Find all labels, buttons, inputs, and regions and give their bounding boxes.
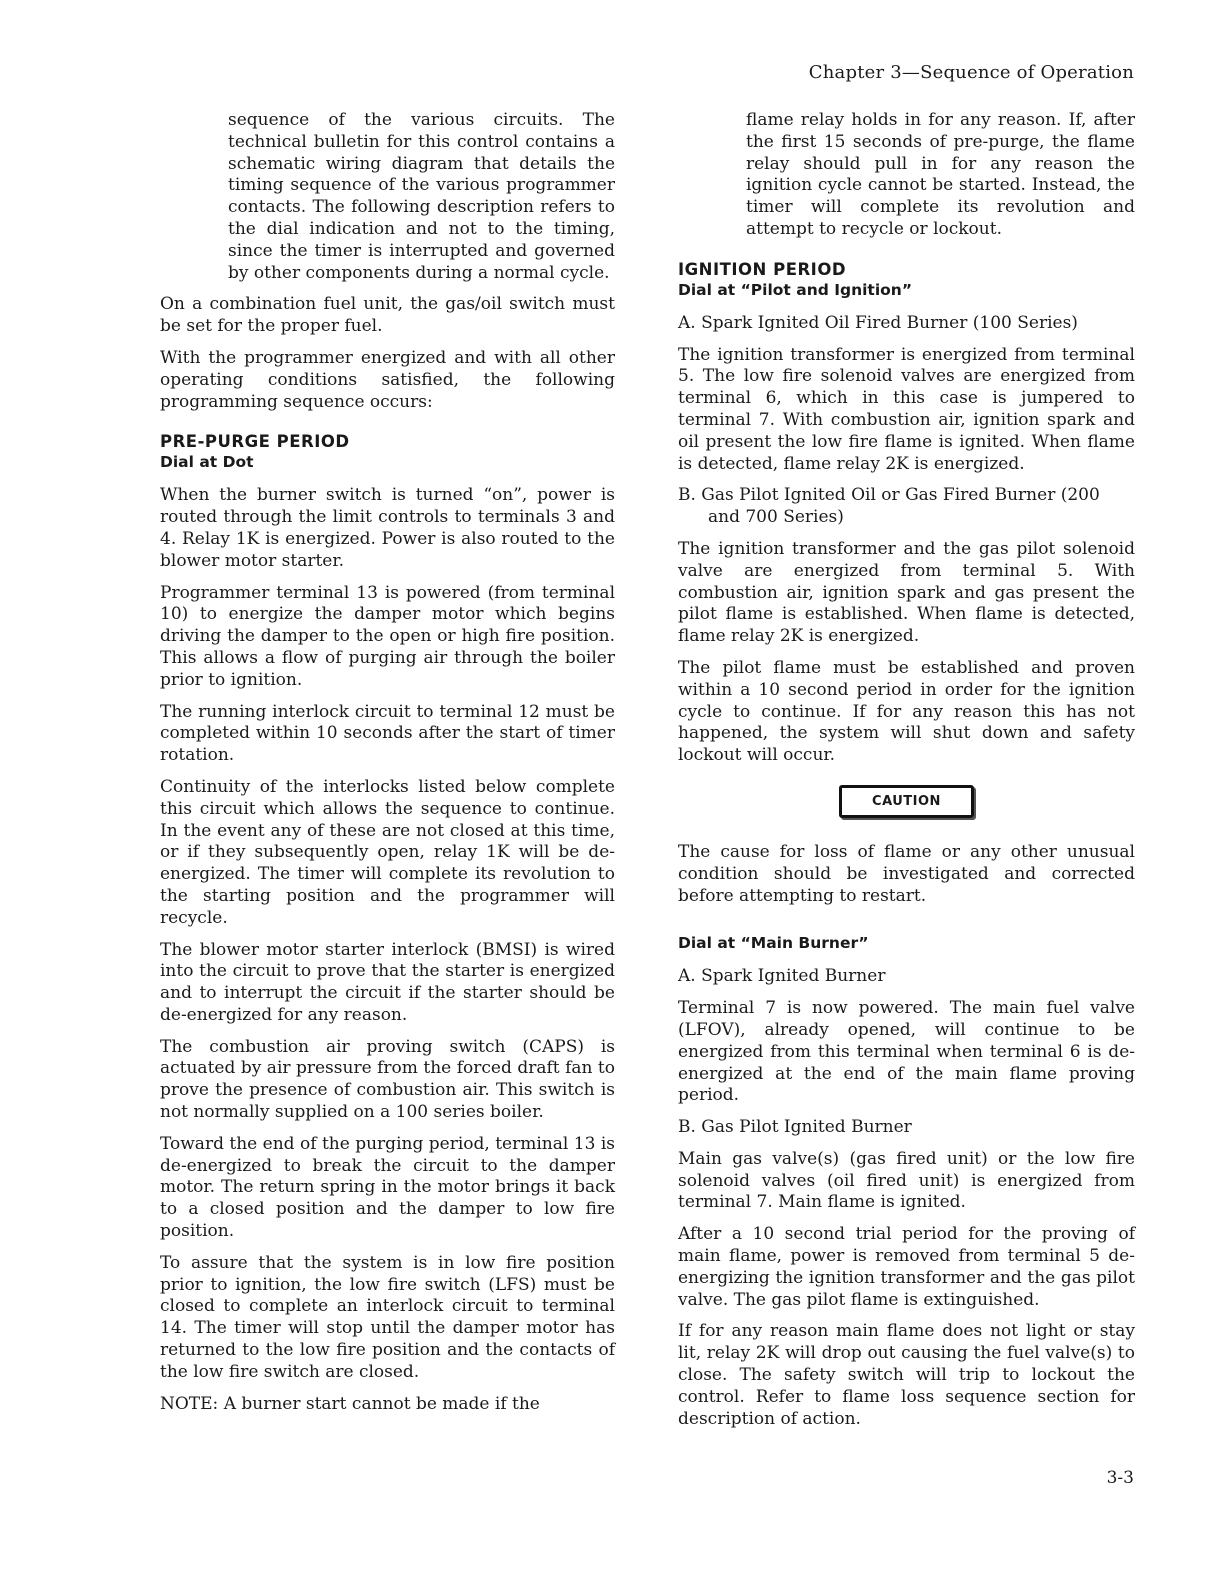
paragraph: If for any reason main flame does not light or stay lit, relay 2K will drop out causing the fuel valve(s) to close. The safety switch will trip to lockout the control. Refer to flame loss sequence section for description of action. — [678, 1321, 1135, 1429]
paragraph: The blower motor starter interlock (BMSI) is wired into the circuit to prove that the starter is energized and to interrupt the circuit if the starter should be de-energized for any reason. — [160, 939, 615, 1025]
subsection-heading: Dial at Dot — [160, 453, 254, 472]
section-heading: PRE-PURGE PERIOD — [160, 432, 350, 452]
section-heading: IGNITION PERIOD — [678, 259, 847, 279]
paragraph: Terminal 7 is now powered. The main fuel valve (LFOV), already opened, will continue to be energized from this terminal when terminal 6 is de-energized at the end of the main flame proving period. — [678, 998, 1135, 1106]
paragraph: NOTE: A burner start cannot be made if the — [160, 1393, 540, 1414]
paragraph: To assure that the system is in low fire position prior to ignition, the low fire switch (LFS) must be closed to complete an interlock circuit to terminal 14. The timer will stop until the damper motor has returned to the low fire position and the contacts of the low fire switch are closed. — [160, 1252, 615, 1382]
page-number: 3-3 — [1106, 1468, 1134, 1488]
paragraph: The combustion air proving switch (CAPS) is actuated by air pressure from the forced draft fan to prove the presence of combustion air. This switch is not normally supplied on a 100 series boiler. — [160, 1036, 615, 1123]
paragraph: flame relay holds in for any reason. If, after the first 15 seconds of pre-purge, the flame relay should pull in for any reason the ignition cycle cannot be started. Instead, the timer will complete its revolution and attempt to recycle or lockout. — [746, 110, 1135, 239]
paragraph: When the burner switch is turned “on”, power is routed through the limit controls to terminals 3 and 4. Relay 1K is energized. Power is also routed to the blower motor starter. — [160, 485, 615, 571]
paragraph: B. Gas Pilot Ignited Burner — [678, 1117, 912, 1138]
subsection-heading: Dial at “Pilot and Ignition” — [678, 280, 913, 299]
paragraph: B. Gas Pilot Ignited Oil or Gas Fired Burner (200 and 700 Series) — [678, 485, 1100, 528]
subsection-heading: Dial at “Main Burner” — [678, 934, 869, 953]
paragraph: A. Spark Ignited Burner — [678, 966, 886, 987]
left-column — [160, 110, 615, 1425]
paragraph: After a 10 second trial period for the proving of main flame, power is removed from terminal 5 de-energizing the ignition transformer and the gas pilot valve. The gas pilot flame is extinguished. — [678, 1224, 1135, 1310]
paragraph: The ignition transformer is energized from terminal 5. The low fire solenoid valves are energized from terminal 6, which in this case is jumpered to terminal 7. With combustion air, ignition spark and oil present the low fire flame is ignited. When flame is detected, flame relay 2K is energized. — [678, 344, 1135, 474]
paragraph: Toward the end of the purging period, terminal 13 is de-energized to break the circuit to the damper motor. The return spring in the motor brings it back to a closed position and the damper to low fire position. — [160, 1133, 615, 1242]
paragraph: Continuity of the interlocks listed below complete this circuit which allows the sequence to continue. In the event any of these are not closed at this time, or if they subsequently open, relay 1K will be de-energized. The timer will complete its revolution to the starting position and the programmer will recycle. — [160, 776, 615, 928]
paragraph: On a combination fuel unit, the gas/oil switch must be set for the proper fuel. — [160, 294, 615, 337]
page-header: Chapter 3—Sequence of Operation — [808, 62, 1134, 83]
caution-label: CAUTION — [839, 785, 974, 818]
paragraph: The ignition transformer and the gas pilot solenoid valve are energized from terminal 5. With combustion air, ignition spark and gas present the pilot flame is established. When flame is detected, flame relay 2K is energized. — [678, 538, 1135, 647]
paragraph: The cause for loss of flame or any other unusual condition should be investigated and corrected before attempting to restart. — [678, 841, 1135, 906]
paragraph: Programmer terminal 13 is powered (from terminal 10) to energize the damper motor which begins driving the damper to the open or high fire position. This allows a flow of purging air through the boiler prior to ignition. — [160, 582, 615, 690]
caution-box — [678, 785, 1135, 818]
paragraph: Main gas valve(s) (gas fired unit) or the low fire solenoid valves (oil fired unit) is energized from terminal 7. Main flame is ignited. — [678, 1148, 1135, 1213]
right-column — [678, 110, 1135, 1440]
paragraph: With the programmer energized and with all other operating conditions satisfied, the following programming sequence occurs: — [160, 347, 615, 412]
paragraph: The pilot flame must be established and proven within a 10 second period in order for the ignition cycle to continue. If for any reason this has not happened, the system will shut down and safety lockout will occur. — [678, 657, 1135, 766]
paragraph: A. Spark Ignited Oil Fired Burner (100 Series) — [678, 312, 1078, 333]
paragraph: sequence of the various circuits. The technical bulletin for this control contains a schematic wiring diagram that details the timing sequence of the various programmer contacts. The following description refers to the dial indication and not to the timing, since the timer is interrupted and governed by other components during a normal cycle. — [228, 110, 615, 283]
paragraph: The running interlock circuit to terminal 12 must be completed within 10 seconds after the start of timer rotation. — [160, 701, 615, 766]
